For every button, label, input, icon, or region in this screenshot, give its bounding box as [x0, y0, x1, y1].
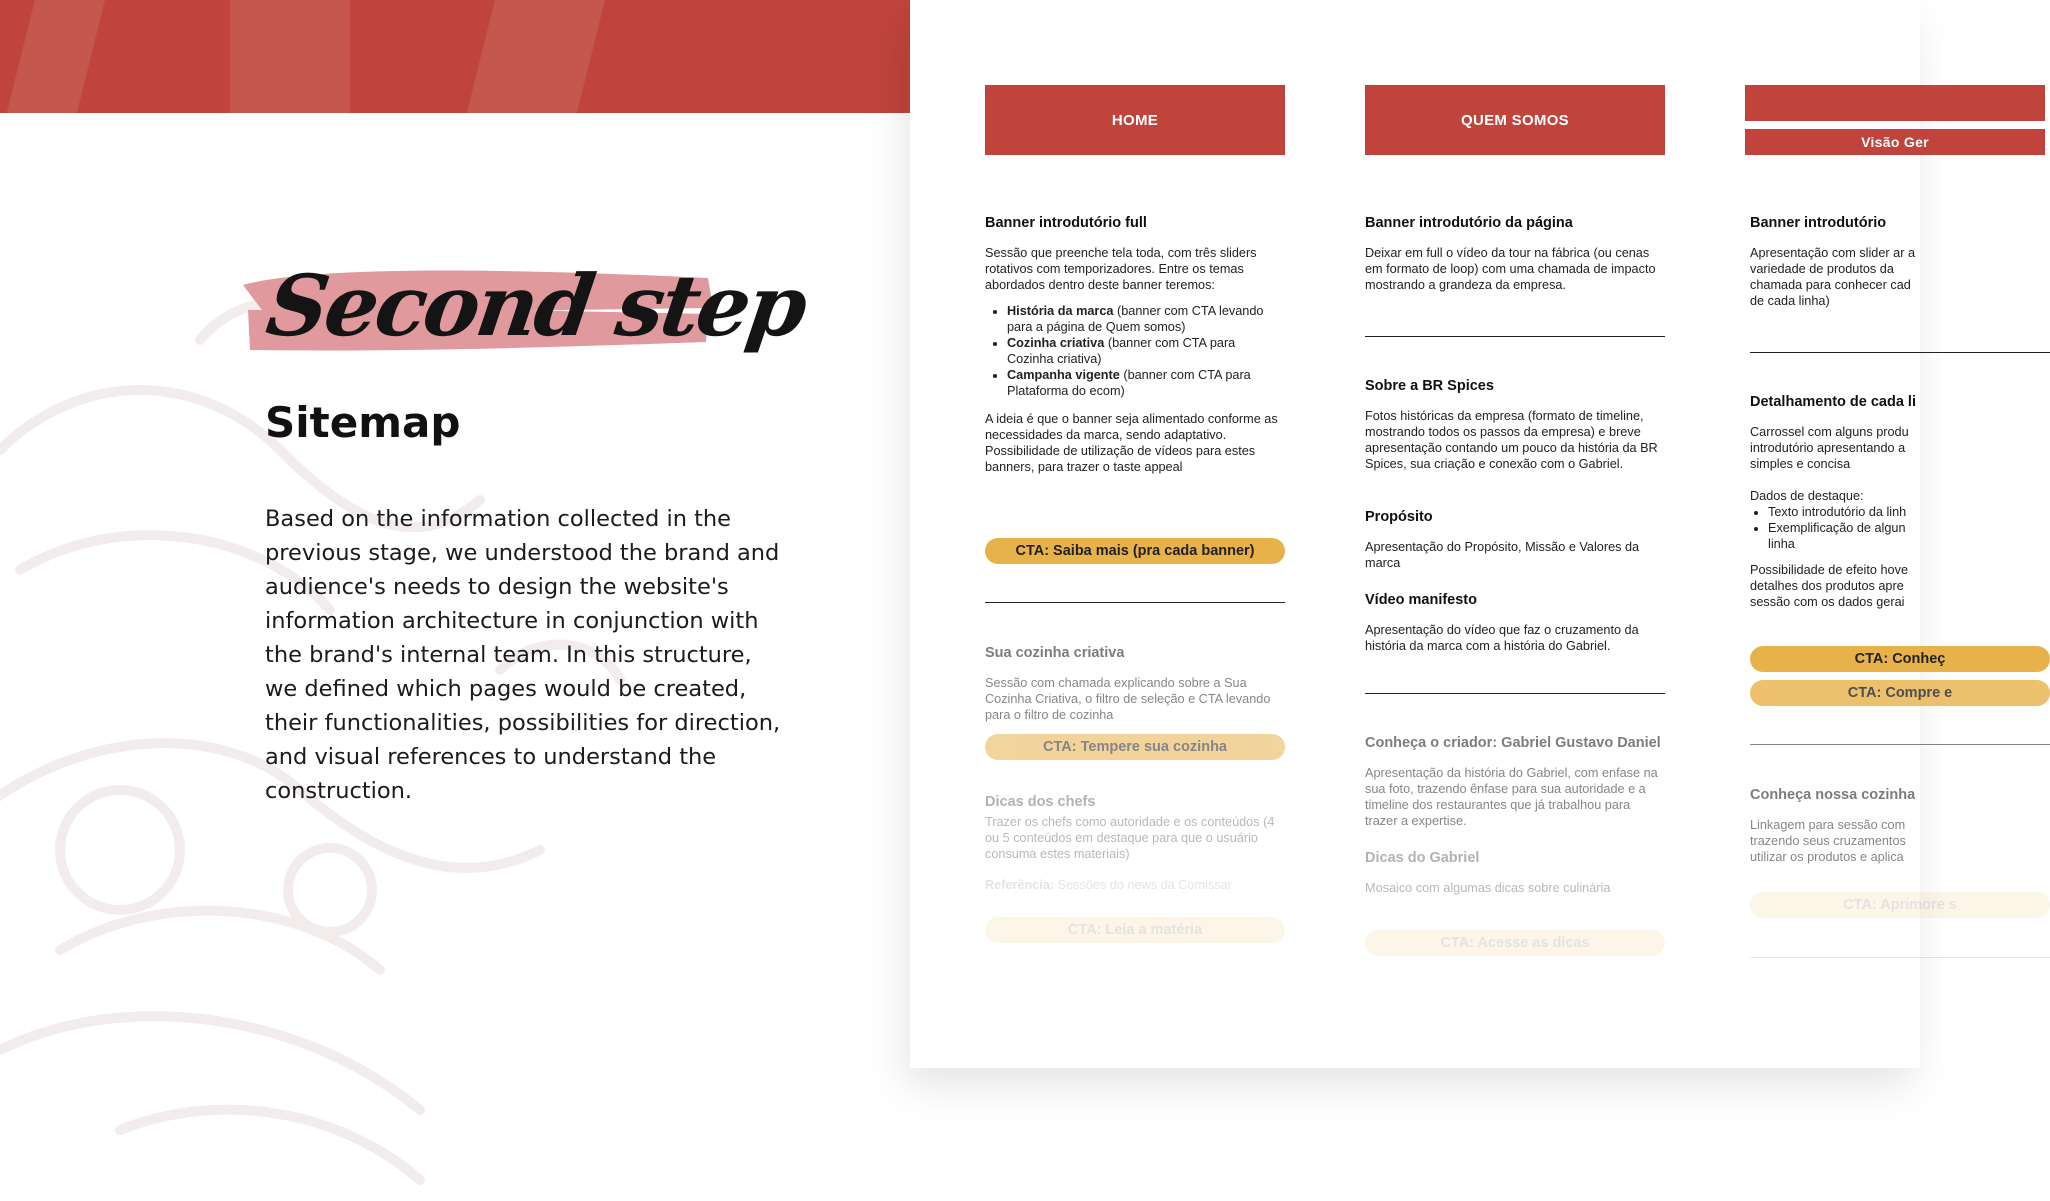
- column-header: HOME: [985, 85, 1285, 155]
- section-text: Sessão que preenche tela toda, com três sliders rotativos com temporizadores. Entre os temas abordados dentro deste banner teremos:: [985, 246, 1257, 292]
- section-title: Banner introdutório da página: [1365, 215, 1573, 231]
- section-text: Possibilidade de efeito hove detalhes dos produtos apre sessão com os dados gerai: [1750, 563, 1908, 609]
- reference-line: Referência: Sessões do news da Comissar: [985, 878, 1232, 892]
- section-title: Dicas dos chefs: [985, 794, 1096, 810]
- list-item: • Texto introdutório da linh: [1768, 504, 1918, 520]
- section-title: Banner introdutório: [1750, 215, 1887, 231]
- section-sobre: [1365, 378, 1665, 472]
- step-tag: [238, 250, 811, 365]
- column-header: QUEM SOMOS: [1365, 85, 1665, 155]
- section-title: Dicas do Gabriel: [1365, 850, 1480, 866]
- cta-pill[interactable]: CTA: Aprimore s: [1750, 892, 2050, 918]
- section-criador: [1365, 735, 1665, 829]
- section-dicas: [985, 794, 1285, 862]
- page-title: Sitemap: [265, 398, 461, 447]
- band-stripe: [3, 0, 108, 130]
- sitemap-column-quem-somos: [1365, 85, 1665, 951]
- divider: [1750, 352, 2050, 353]
- section-text: Apresentação com slider ar a variedade de produtos da chamada para conhecer cad de cada linha): [1750, 246, 1916, 308]
- header-bar-label: Visão Ger: [1745, 129, 2045, 155]
- section-banner: [1750, 215, 2050, 309]
- section-title: Sua cozinha criativa: [985, 645, 1125, 661]
- intro-paragraph: Based on the information collected in the previous stage, we understood the brand and audience's needs to design the website's information architecture in conjunction with the brand's internal team. In this structure, we defined which pages would be created, their functionalities, possibilities for direction, and visual references to understand the construction.: [265, 506, 781, 804]
- section-text: Carrossel com alguns produ introdutório apresentando a simples e concisa: [1750, 425, 1909, 471]
- section-title: Propósito: [1365, 509, 1433, 525]
- list-item: • História da marca (banner com CTA levando para a página de Quem somos): [1007, 303, 1285, 335]
- divider: [1365, 693, 1665, 694]
- header-bar: [1745, 85, 2045, 121]
- section-text: Apresentação da história do Gabriel, com enfase na sua foto, trazendo ênfase para sua autoridade e a timeline dos restaurantes que já trabalhou para trazer a expertise.: [1365, 766, 1658, 828]
- section-text: Linkagem para sessão com trazendo seus cruzamentos utilizar os produtos e aplica: [1750, 818, 1906, 864]
- list-item: • Exemplificação de algun linha: [1768, 520, 1918, 552]
- section-detalhamento: [1750, 394, 2050, 610]
- divider: [1750, 744, 2050, 745]
- cta-pill[interactable]: CTA: Leia a matéria: [985, 917, 1285, 943]
- section-text: Fotos históricas da empresa (formato de timeline, mostrando todos os passos da empresa) e breve apresentação contando um pouco da história da BR Spices, sua criação e conexão com o Gabriel.: [1365, 409, 1658, 471]
- section-cozinha: [985, 645, 1285, 723]
- sitemap-column-visao-geral: [1745, 85, 2045, 913]
- section-text: Deixar em full o vídeo da tour na fábrica (ou cenas em formato de loop) com uma chamada de impacto mostrando a grandeza da empresa.: [1365, 246, 1656, 292]
- divider: [985, 602, 1285, 603]
- list-item: • Cozinha criativa (banner com CTA para Cozinha criativa): [1007, 335, 1285, 367]
- bullet-list: [985, 303, 1285, 399]
- list-item: • Campanha vigente (banner com CTA para Plataforma do ecom): [1007, 367, 1285, 399]
- section-title: Detalhamento de cada li: [1750, 394, 1916, 410]
- step-tag-text: Second step: [261, 256, 811, 355]
- divider: [1750, 957, 2050, 958]
- cta-pill[interactable]: CTA: Acesse as dicas: [1365, 930, 1665, 956]
- section-title: Conheça o criador: Gabriel Gustavo Daniel: [1365, 735, 1661, 751]
- section-banner: [985, 215, 1285, 475]
- section-text: Apresentação do vídeo que faz o cruzamento da história da marca com a história do Gabriel.: [1365, 623, 1639, 653]
- band-stripe: [230, 0, 350, 130]
- section-title: Sobre a BR Spices: [1365, 378, 1494, 394]
- section-dicas-gabriel: [1365, 850, 1665, 896]
- section-conheca-cozinha: [1750, 787, 2050, 865]
- cta-pill[interactable]: CTA: Saiba mais (pra cada banner): [985, 538, 1285, 564]
- divider: [1365, 336, 1665, 337]
- section-title: Conheça nossa cozinha: [1750, 787, 1916, 803]
- cta-pill[interactable]: CTA: Compre e: [1750, 680, 2050, 706]
- section-banner: [1365, 215, 1665, 293]
- section-text: Apresentação do Propósito, Missão e Valores da marca: [1365, 540, 1640, 570]
- section-text: Sessão com chamada explicando sobre a Sua Cozinha Criativa, o filtro de seleção e CTA levando para o filtro de cozinha: [985, 676, 1271, 722]
- section-proposito: [1365, 509, 1665, 571]
- column-header: [1745, 85, 2045, 155]
- sitemap-document: [910, 0, 1957, 1068]
- cta-pill[interactable]: CTA: Conheç: [1750, 646, 2050, 672]
- section-subtitle: Dados de destaque:: [1750, 489, 1864, 503]
- section-text: Mosaico com algumas dicas sobre culinária: [1365, 881, 1611, 895]
- band-stripe: [463, 0, 608, 130]
- cta-pill[interactable]: CTA: Tempere sua cozinha: [985, 734, 1285, 760]
- section-title: Banner introdutório full: [985, 215, 1147, 231]
- section-video: [1365, 592, 1665, 654]
- section-text: A ideia é que o banner seja alimentado conforme as necessidades da marca, sendo adaptativo. Possibilidade de utilização de vídeos para estes banners, para trazer o taste appeal: [985, 412, 1278, 474]
- bullet-list: [1750, 504, 1918, 552]
- section-text: Trazer os chefs como autoridade e os conteúdos (4 ou 5 conteúdos em destaque para que o usuário consuma estes materiais): [985, 815, 1275, 861]
- sitemap-column-home: [985, 85, 1285, 938]
- section-title: Vídeo manifesto: [1365, 592, 1477, 608]
- top-red-band: [0, 0, 910, 113]
